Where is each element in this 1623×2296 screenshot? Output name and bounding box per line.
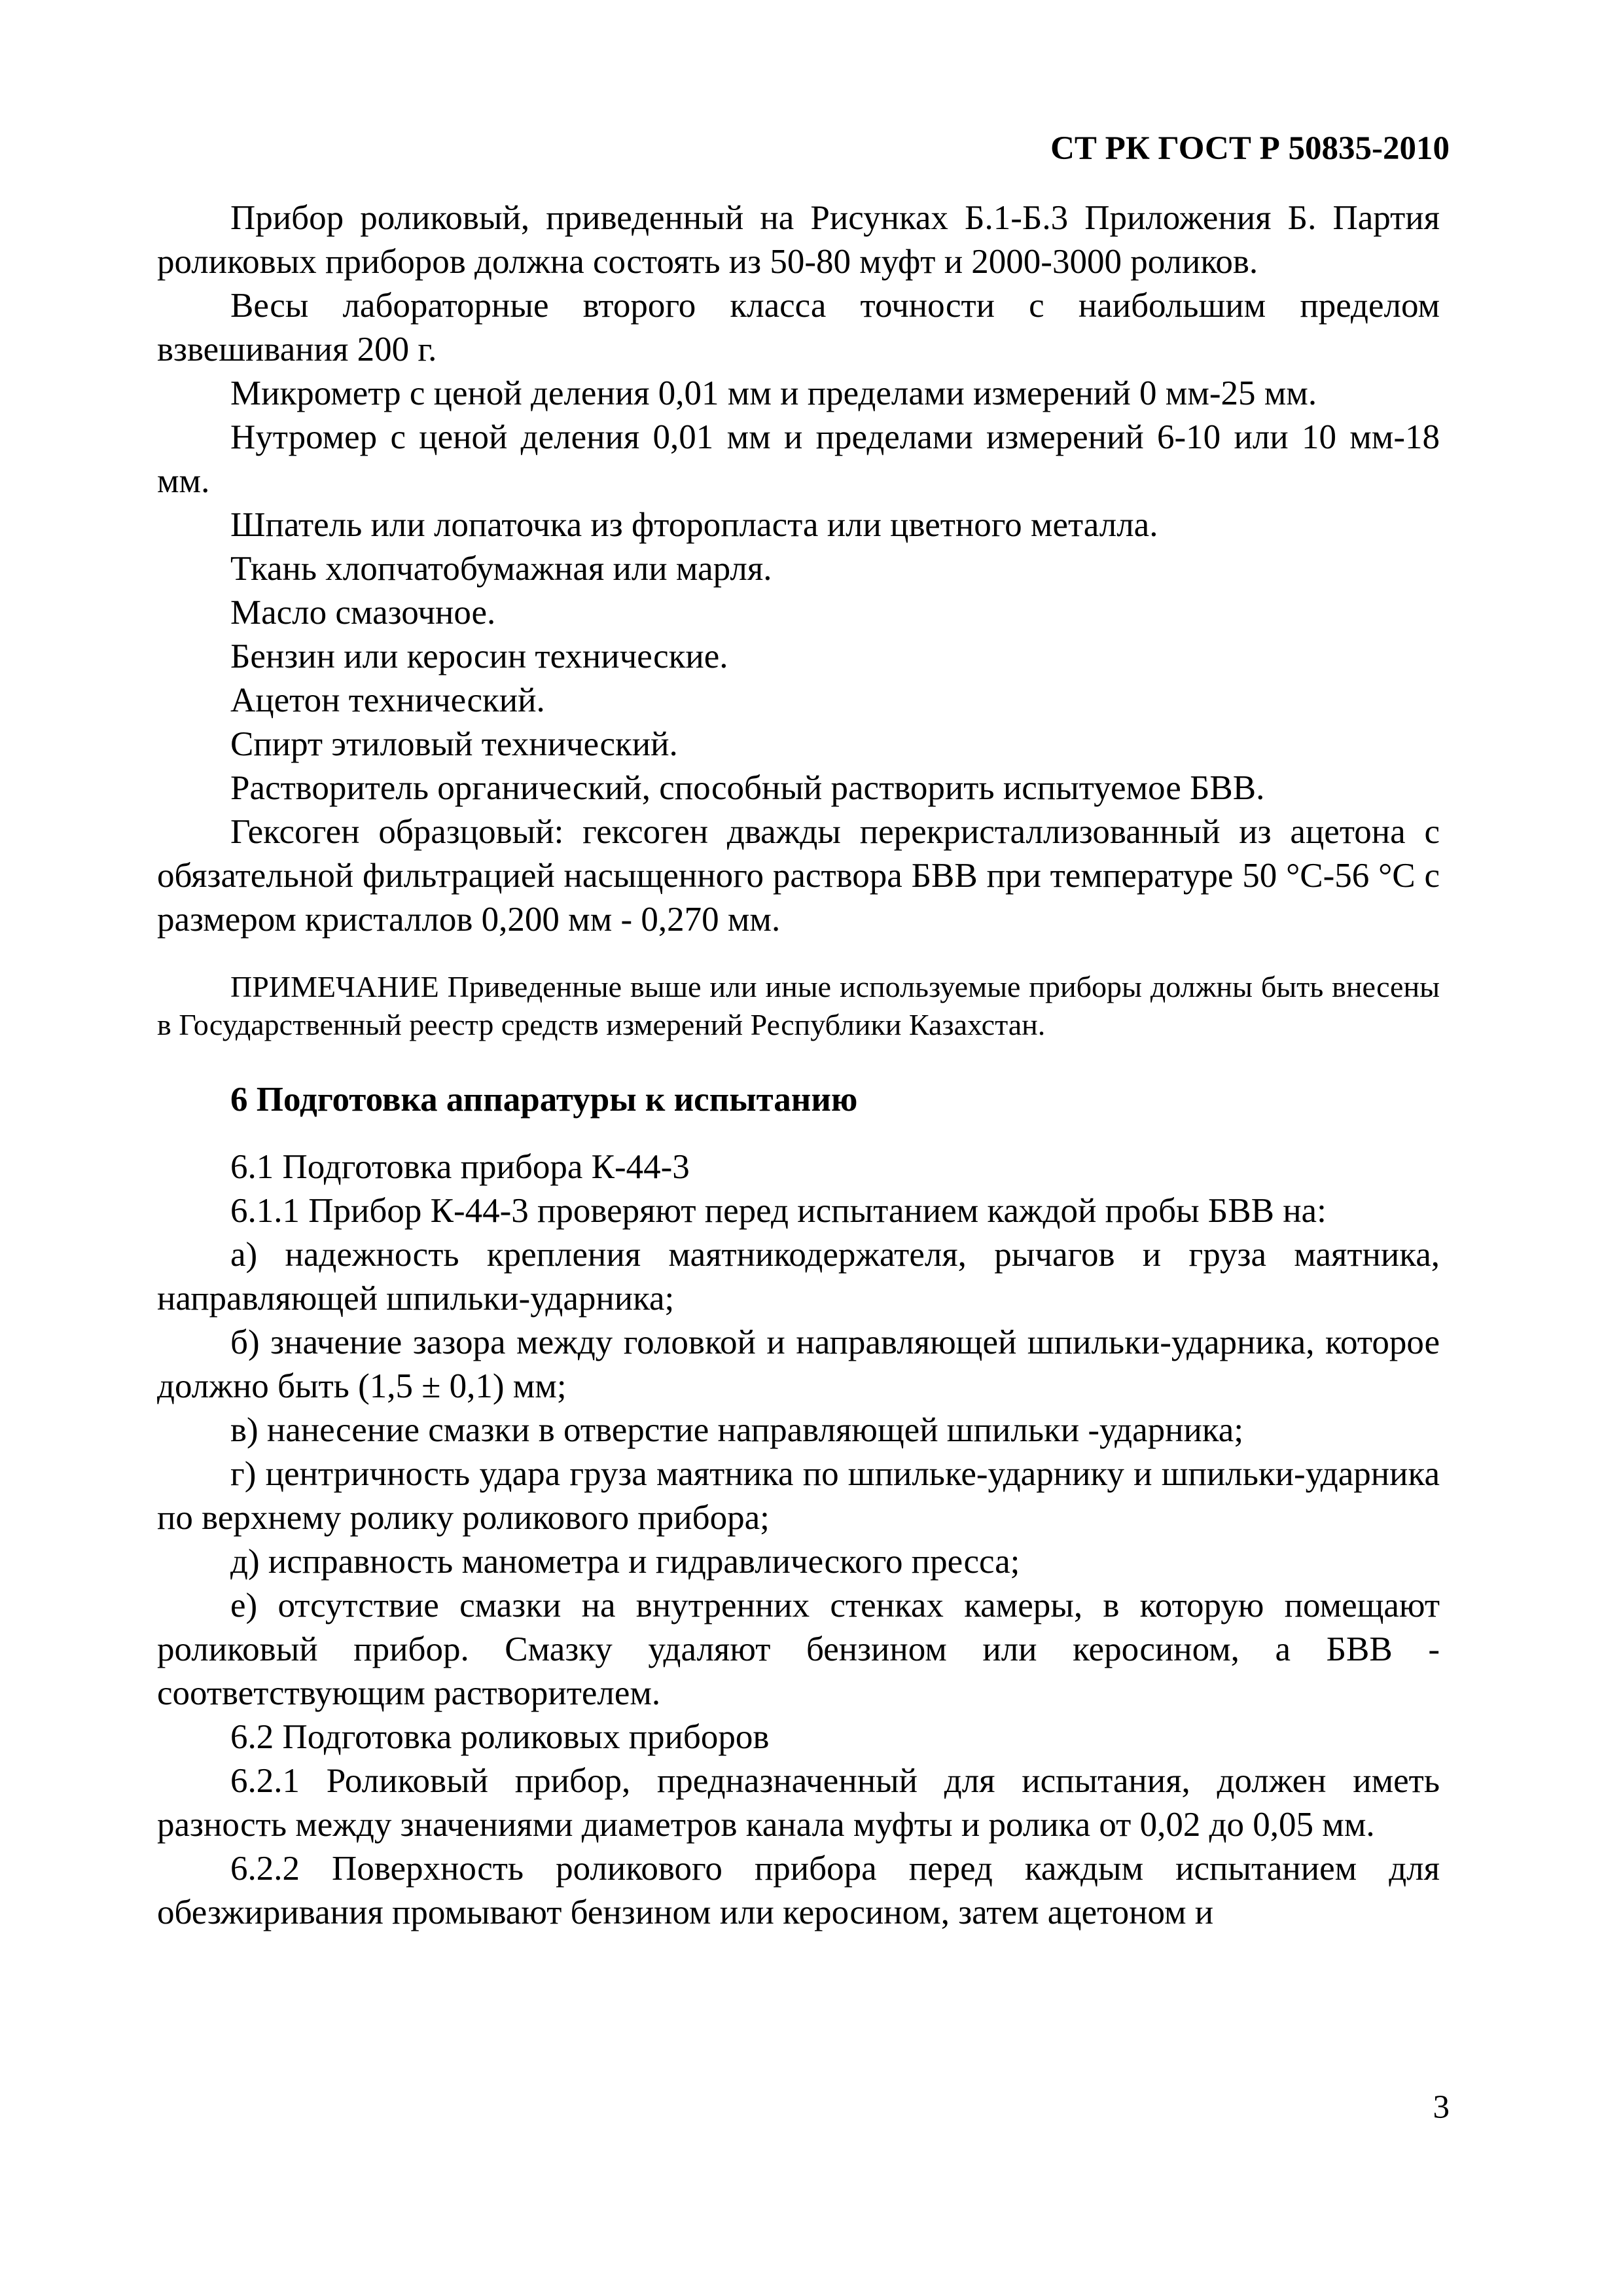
paragraph: Весы лабораторные второго класса точности с наибольшим пределом взвешивания 200 г. [157,287,1440,368]
page-number: 3 [1433,2089,1450,2126]
note: ПРИМЕЧАНИЕ Приведенные выше или иные используемые приборы должны быть внесены в Государственный реестр средств измерений Республики Казахстан. [157,970,1440,1041]
paragraph: Прибор роликовый, приведенный на Рисунках Б.1-Б.3 Приложения Б. Партия роликовых приборов должна состоять из 50-80 муфт и 2000-3000 роликов. [157,199,1440,281]
paragraph: е) отсутствие смазки на внутренних стенках камеры, в которую помещают роликовый прибор. Смазку удаляют бензином или керосином, а БВВ - соответствующим растворителем. [157,1587,1440,1712]
paragraph: Ткань хлопчатобумажная или марля. [230,550,772,588]
paragraph: Микрометр с ценой деления 0,01 мм и пределами измерений 0 мм-25 мм. [230,374,1317,412]
paragraph: Нутромер с ценой деления 0,01 мм и пределами измерений 6-10 или 10 мм-18 мм. [157,418,1440,500]
section-title: 6 Подготовка аппаратуры к испытанию [230,1081,858,1119]
paragraph: 6.1.1 Прибор К-44-3 проверяют перед испытанием каждой пробы БВВ на: [230,1192,1327,1230]
paragraph: Масло смазочное. [230,594,496,632]
paragraph: Спирт этиловый технический. [230,725,678,763]
paragraph: Гексоген образцовый: гексоген дважды перекристаллизованный из ацетона с обязательной фильтрацией насыщенного раствора БВВ при температуре 50 °С-56 °С с размером кристаллов 0,200 мм - 0,270 мм. [157,813,1440,939]
paragraph: в) нанесение смазки в отверстие направляющей шпильки -ударника; [230,1411,1244,1449]
document-code-header: СТ РК ГОСТ Р 50835-2010 [1050,130,1450,167]
paragraph: 6.2.1 Роликовый прибор, предназначенный для испытания, должен иметь разность между значениями диаметров канала муфты и ролика от 0,02 до 0,05 мм. [157,1762,1440,1844]
paragraph: 6.2 Подготовка роликовых приборов [230,1718,770,1756]
paragraph: б) значение зазора между головкой и направляющей шпильки-ударника, которое должно быть (1,5 ± 0,1) мм; [157,1323,1440,1405]
paragraph: г) центричность удара груза маятника по шпильке-ударнику и шпильки-ударника по верхнему ролику роликового прибора; [157,1455,1440,1537]
paragraph: 6.1 Подготовка прибора К-44-3 [230,1148,690,1186]
paragraph: Шпатель или лопаточка из фторопласта или цветного металла. [230,506,1158,544]
paragraph: 6.2.2 Поверхность роликового прибора перед каждым испытанием для обезжиривания промывают бензином или керосином, затем ацетоном и [157,1850,1440,1931]
paragraph: Бензин или керосин технические. [230,637,728,675]
body-text [157,196,1440,1935]
paragraph: д) исправность манометра и гидравлического пресса; [230,1543,1020,1581]
paragraph: а) надежность крепления маятникодержателя, рычагов и груза маятника, направляющей шпильки-ударника; [157,1236,1440,1318]
paragraph: Растворитель органический, способный растворить испытуемое БВВ. [230,769,1265,807]
paragraph: Ацетон технический. [230,681,545,719]
